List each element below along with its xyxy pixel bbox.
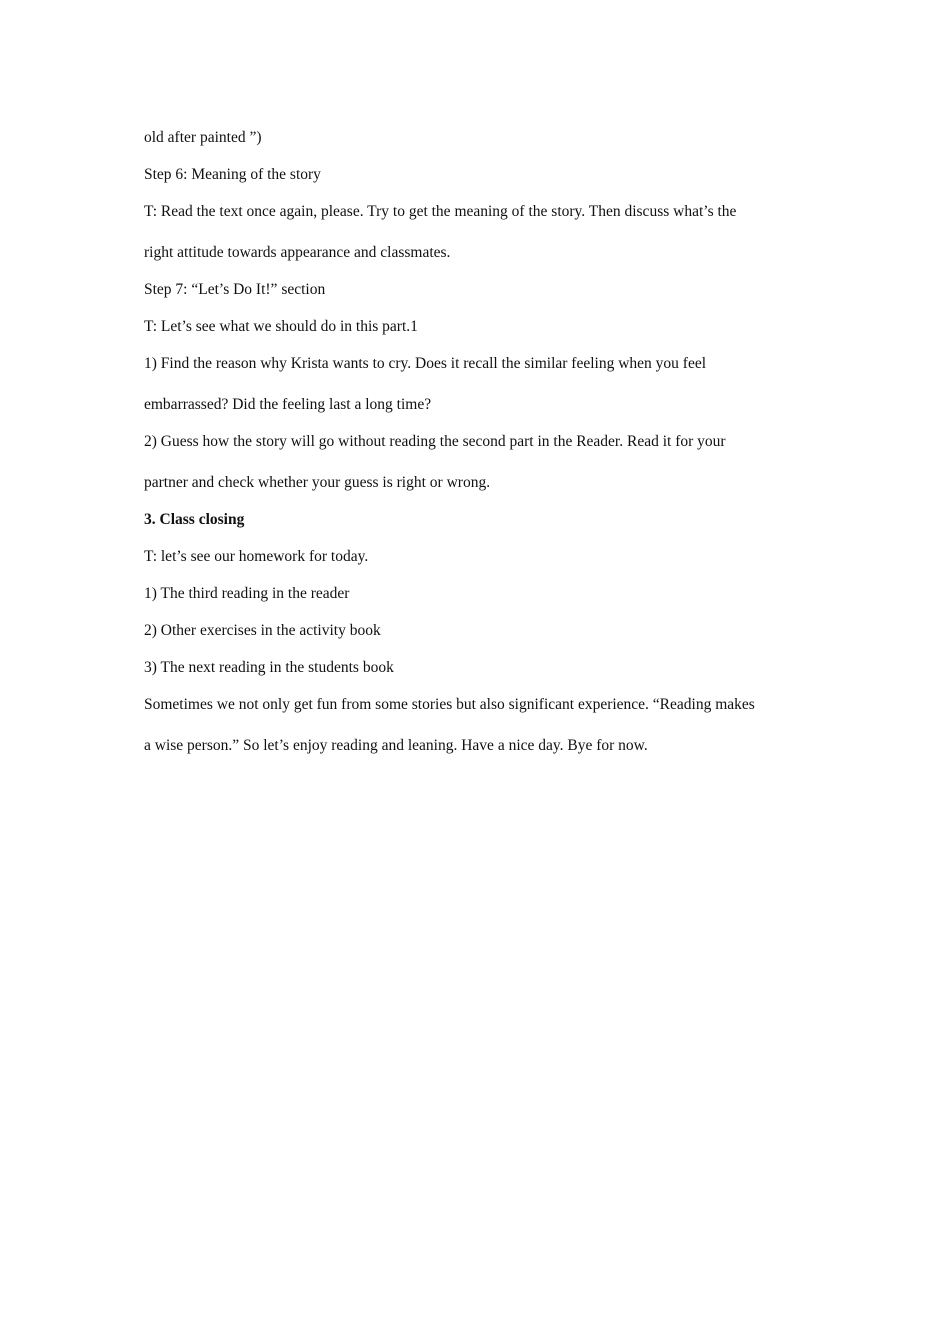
list-item-homework-2: 2) Other exercises in the activity book [144, 622, 381, 639]
paragraph-continuation: old after painted ”) [144, 129, 262, 146]
class-closing-heading: 3. Class closing [144, 511, 245, 528]
list-item-homework-1: 1) The third reading in the reader [144, 585, 350, 602]
text-line: 2) Guess how the story will go without reading the second part in the Reader. Read it for your [144, 433, 726, 450]
text-line: embarrassed? Did the feeling last a long time? [144, 396, 432, 413]
text-line: 1) Find the reason why Krista wants to cry. Does it recall the similar feeling when you feel [144, 355, 707, 372]
paragraph-homework-intro: T: let’s see our homework for today. [144, 548, 369, 565]
list-item-task-2 [144, 430, 814, 494]
paragraph-step-7-intro: T: Let’s see what we should do in this part.1 [144, 318, 418, 335]
list-item-homework-3: 3) The next reading in the students book [144, 659, 394, 676]
document-body [144, 126, 814, 771]
text-line: right attitude towards appearance and classmates. [144, 244, 451, 261]
paragraph-closing-remarks [144, 693, 814, 757]
text-line: partner and check whether your guess is right or wrong. [144, 474, 491, 491]
text-line: Sometimes we not only get fun from some stories but also significant experience. “Reading makes [144, 696, 755, 713]
list-item-task-1 [144, 352, 814, 416]
text-line: a wise person.” So let’s enjoy reading and leaning. Have a nice day. Bye for now. [144, 737, 648, 754]
paragraph-step-6-instruction [144, 200, 814, 264]
text-line: T: Read the text once again, please. Try to get the meaning of the story. Then discuss what’s the [144, 203, 737, 220]
step-7-heading: Step 7: “Let’s Do It!” section [144, 281, 326, 298]
step-6-heading: Step 6: Meaning of the story [144, 166, 321, 183]
